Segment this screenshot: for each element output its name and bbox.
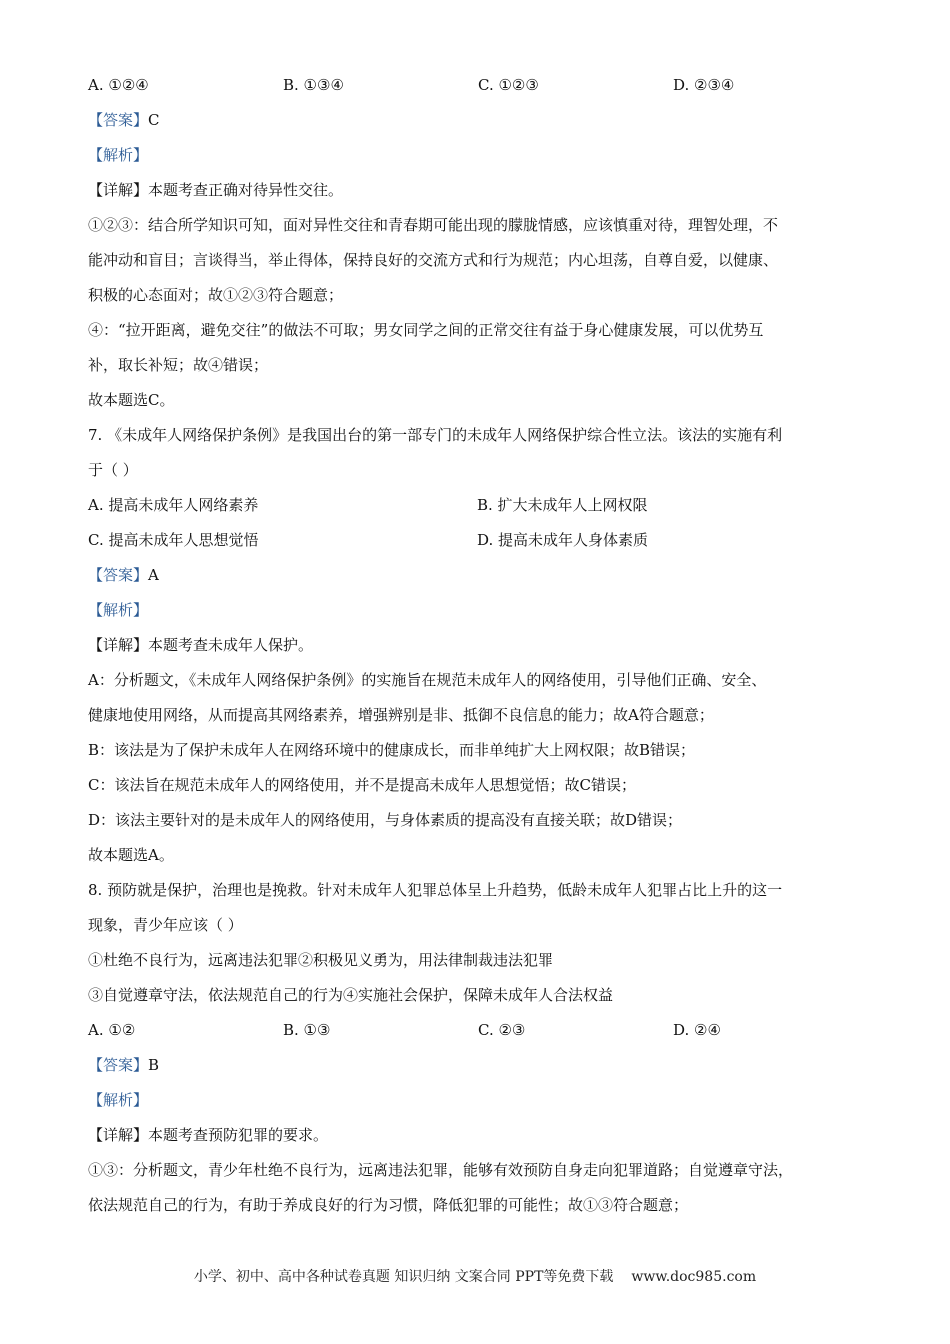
page-footer [0, 1266, 950, 1286]
q8-statement-line: ③自觉遵章守法，依法规范自己的行为④实施社会保护，保障未成年人合法权益 [88, 986, 614, 1004]
q6-answer [88, 103, 878, 138]
q7-explanation-line: C：该法旨在规范未成年人的网络使用，并不是提高未成年人思想觉悟；故C错误； [88, 776, 636, 794]
answer-tag: 【答案】 [88, 566, 149, 584]
q8-option-d: D. ②④ [673, 1021, 721, 1039]
q7-explanation-line: 健康地使用网络，从而提高其网络素养，增强辨别是非、抵御不良信息的能力；故A符合题意； [88, 706, 714, 724]
q8-statement-line: ①杜绝不良行为，远离违法犯罪②积极见义勇为，用法律制裁违法犯罪 [88, 951, 554, 969]
q8-stem-line: 现象，青少年应该（ ） [88, 916, 243, 934]
q7-analysis-tag: 【解析】 [88, 601, 149, 619]
q7-detail [88, 628, 878, 663]
q8-option-c: C. ②③ [478, 1021, 526, 1039]
q7-option-b: B. 扩大未成年人上网权限 [477, 496, 648, 514]
q8-answer [88, 1048, 878, 1083]
answer-value: B [148, 1056, 160, 1074]
answer-tag: 【答案】 [88, 1056, 149, 1074]
q7-option-c: C. 提高未成年人思想觉悟 [88, 531, 259, 549]
q6-explanation-line: 补，取长补短；故④错误； [88, 356, 269, 374]
q7-explanation-line: A：分析题文，《未成年人网络保护条例》的实施旨在规范未成年人的网络使用，引导他们正确、安全、 [88, 671, 767, 689]
footer-text: 小学、初中、高中各种试卷真题 知识归纳 文案合同 PPT等免费下载 [193, 1269, 614, 1285]
q7-stem-line: 于（ ） [88, 461, 138, 479]
q6-explanation-line: ①②③：结合所学知识可知，面对异性交往和青春期可能出现的朦胧情感，应该慎重对待，理智处理，不 [88, 216, 779, 234]
q7-conclusion: 故本题选A。 [88, 846, 174, 864]
q6-options [88, 68, 878, 103]
detail-tag: 【详解】 [88, 636, 149, 654]
detail-tag: 【详解】 [88, 1126, 149, 1144]
q8-options [88, 1013, 878, 1048]
q6-option-c: C. ①②③ [478, 76, 539, 94]
answer-value: A [148, 566, 159, 584]
q6-option-b: B. ①③④ [283, 76, 344, 94]
q6-explanation-line: 积极的心态面对；故①②③符合题意； [88, 286, 344, 304]
q6-conclusion: 故本题选C。 [88, 391, 175, 409]
q7-options-row [88, 523, 878, 558]
detail-intro: 本题考查未成年人保护。 [148, 636, 314, 654]
q8-option-b: B. ①③ [283, 1021, 331, 1039]
detail-intro: 本题考查正确对待异性交往。 [148, 181, 344, 199]
q6-explanation-line: 能冲动和盲目；言谈得当，举止得体，保持良好的交流方式和行为规范；内心坦荡，自尊自爱，以健康、 [88, 251, 779, 269]
q6-analysis-tag: 【解析】 [88, 146, 149, 164]
q8-stem-line: 8. 预防就是保护，治理也是挽救。针对未成年人犯罪总体呈上升趋势，低龄未成年人犯罪占比上升的这一 [88, 881, 783, 899]
q8-explanation-line: ①③：分析题文，青少年杜绝不良行为，远离违法犯罪，能够有效预防自身走向犯罪道路；自觉遵章守法， [88, 1161, 794, 1179]
q7-stem-line: 7. 《未成年人网络保护条例》是我国出台的第一部专门的未成年人网络保护综合性立法。该法的实施有利 [88, 426, 783, 444]
q7-options-row [88, 488, 878, 523]
q8-explanation-line: 依法规范自己的行为，有助于养成良好的行为习惯，降低犯罪的可能性；故①③符合题意； [88, 1196, 689, 1214]
q6-option-a: A. ①②④ [88, 76, 149, 94]
q7-option-a: A. 提高未成年人网络素养 [88, 496, 259, 514]
detail-tag: 【详解】 [88, 181, 149, 199]
q8-analysis-tag: 【解析】 [88, 1091, 149, 1109]
q6-option-d: D. ②③④ [673, 76, 735, 94]
document-body [88, 68, 878, 1223]
q6-detail [88, 173, 878, 208]
answer-tag: 【答案】 [88, 111, 149, 129]
q8-option-a: A. ①② [88, 1021, 136, 1039]
q7-explanation-line: D：该法主要针对的是未成年人的网络使用，与身体素质的提高没有直接关联；故D错误； [88, 811, 683, 829]
q8-detail [88, 1118, 878, 1153]
q7-explanation-line: B：该法是为了保护未成年人在网络环境中的健康成长，而非单纯扩大上网权限；故B错误； [88, 741, 696, 759]
q7-answer [88, 558, 878, 593]
detail-intro: 本题考查预防犯罪的要求。 [148, 1126, 329, 1144]
footer-url[interactable]: www.doc985.com [631, 1269, 757, 1285]
q6-explanation-line: ④：“拉开距离，避免交往”的做法不可取；男女同学之间的正常交往有益于身心健康发展，可以优势互 [88, 321, 764, 339]
answer-value: C [148, 111, 160, 129]
q7-option-d: D. 提高未成年人身体素质 [477, 531, 649, 549]
